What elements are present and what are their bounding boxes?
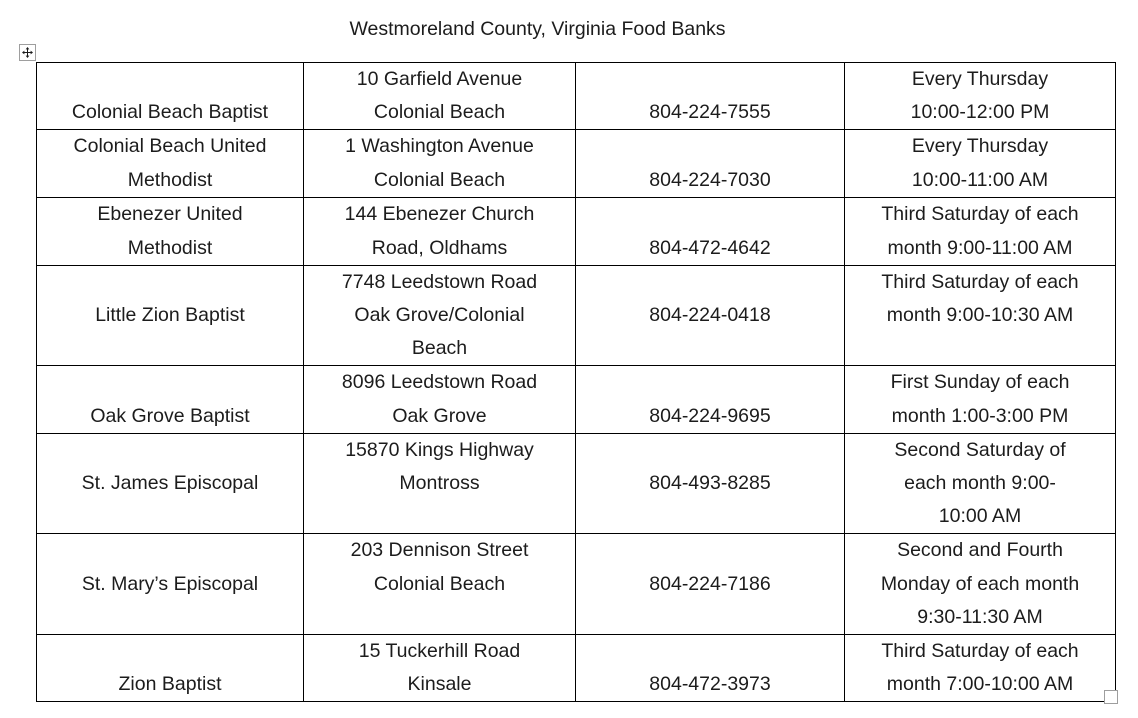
cell-line: Oak Grove Baptist [90, 404, 250, 427]
cell-line: 144 Ebenezer Church [344, 203, 535, 226]
cell-line: 9:30-11:30 AM [917, 605, 1043, 628]
cell-line: Ebenezer United [97, 203, 243, 226]
cell-line [576, 635, 844, 668]
cell-line [576, 266, 844, 299]
cell-line: 1 Washington Avenue [345, 135, 534, 158]
cell-line [576, 63, 844, 96]
table-row [37, 198, 1116, 265]
cell-line [576, 130, 844, 163]
cell-line [576, 534, 844, 567]
cell-line: Methodist [127, 168, 213, 191]
cell-line [576, 366, 844, 399]
cell-line: each month 9:00- [904, 471, 1056, 494]
cell-name[interactable] [37, 198, 304, 265]
table-row [37, 63, 1116, 130]
cell-line: Every Thursday [911, 135, 1049, 158]
cell-line: Third Saturday of each [881, 203, 1079, 226]
cell-schedule[interactable] [845, 198, 1116, 265]
cell-schedule[interactable] [845, 534, 1116, 635]
cell-line [576, 198, 844, 231]
cell-line: Colonial Beach [373, 101, 506, 124]
cell-line: Road, Oldhams [371, 236, 508, 259]
cell-line: St. Mary’s Episcopal [81, 572, 259, 595]
cell-line: 15870 Kings Highway [345, 438, 534, 461]
cell-phone[interactable] [576, 130, 845, 198]
cell-phone[interactable] [576, 63, 845, 130]
cell-schedule[interactable] [845, 265, 1116, 366]
cell-line: 804-224-9695 [649, 404, 771, 427]
cell-schedule[interactable] [845, 63, 1116, 130]
cell-line: Third Saturday of each [881, 639, 1079, 662]
cell-line: First Sunday of each [890, 371, 1070, 394]
cell-line: Second and Fourth [897, 539, 1063, 562]
table-move-handle[interactable] [19, 44, 36, 61]
table-row [37, 534, 1116, 635]
cell-line: month 1:00-3:00 PM [891, 404, 1069, 427]
cell-address[interactable] [304, 63, 576, 130]
cell-line: Little Zion Baptist [95, 304, 245, 327]
cell-line: St. James Episcopal [81, 471, 259, 494]
cell-line [37, 366, 303, 399]
cell-line: Beach [411, 337, 468, 360]
cell-address[interactable] [304, 634, 576, 701]
cell-line: Zion Baptist [118, 673, 222, 696]
cell-line: 15 Tuckerhill Road [358, 639, 521, 662]
cell-address[interactable] [304, 198, 576, 265]
cell-address[interactable] [304, 534, 576, 635]
cell-name[interactable] [37, 265, 304, 366]
table-resize-handle[interactable] [1104, 690, 1118, 704]
cell-address[interactable] [304, 366, 576, 433]
cell-line: month 7:00-10:00 AM [886, 673, 1074, 696]
table-row [37, 265, 1116, 366]
page-title[interactable]: Westmoreland County, Virginia Food Banks [349, 18, 726, 40]
move-arrows-icon [22, 47, 33, 58]
cell-phone[interactable] [576, 198, 845, 265]
cell-line: 804-224-7186 [649, 572, 771, 595]
cell-schedule[interactable] [845, 634, 1116, 701]
cell-line: month 9:00-10:30 AM [886, 304, 1074, 327]
cell-line [37, 434, 303, 467]
cell-line: Third Saturday of each [881, 270, 1079, 293]
cell-line [37, 635, 303, 668]
cell-line [37, 266, 303, 299]
cell-address[interactable] [304, 433, 576, 534]
cell-line: Methodist [127, 236, 213, 259]
cell-line [576, 434, 844, 467]
cell-phone[interactable] [576, 265, 845, 366]
cell-line: Colonial Beach Baptist [71, 101, 269, 124]
table-row [37, 433, 1116, 534]
cell-name[interactable] [37, 433, 304, 534]
cell-line: 10 Garfield Avenue [356, 68, 523, 91]
cell-line: 8096 Leedstown Road [341, 371, 538, 394]
cell-name[interactable] [37, 534, 304, 635]
cell-line: Colonial Beach [373, 572, 506, 595]
cell-address[interactable] [304, 265, 576, 366]
cell-line: Kinsale [407, 673, 472, 696]
cell-line: 7748 Leedstown Road [341, 270, 538, 293]
cell-line: Monday of each month [880, 572, 1080, 595]
cell-line [37, 534, 303, 567]
cell-schedule[interactable] [845, 433, 1116, 534]
cell-line: Second Saturday of [894, 438, 1066, 461]
cell-line: 804-472-4642 [649, 236, 771, 259]
cell-name[interactable] [37, 130, 304, 198]
cell-line: 804-224-7555 [649, 101, 771, 124]
cell-line: Montross [399, 471, 480, 494]
cell-line [37, 63, 303, 96]
cell-schedule[interactable] [845, 130, 1116, 198]
cell-line: Every Thursday [911, 68, 1049, 91]
cell-line: 10:00 AM [938, 505, 1022, 528]
table-row [37, 130, 1116, 198]
cell-line: 804-224-0418 [649, 304, 771, 327]
cell-line: Colonial Beach United [73, 135, 267, 158]
cell-phone[interactable] [576, 366, 845, 433]
cell-name[interactable] [37, 63, 304, 130]
cell-phone[interactable] [576, 534, 845, 635]
cell-schedule[interactable] [845, 366, 1116, 433]
table-row [37, 366, 1116, 433]
cell-line: 804-493-8285 [649, 471, 771, 494]
cell-line: Oak Grove/Colonial [354, 304, 525, 327]
cell-phone[interactable] [576, 634, 845, 701]
cell-line: 10:00-12:00 PM [910, 101, 1050, 124]
table-row [37, 634, 1116, 701]
cell-line: 804-224-7030 [649, 168, 771, 191]
cell-line: 203 Dennison Street [350, 539, 529, 562]
cell-name[interactable] [37, 634, 304, 701]
cell-line: Oak Grove [392, 404, 487, 427]
food-bank-table [36, 62, 1116, 702]
cell-line: month 9:00-11:00 AM [887, 236, 1073, 259]
cell-address[interactable] [304, 130, 576, 198]
cell-phone[interactable] [576, 433, 845, 534]
food-bank-table-body [37, 63, 1116, 702]
cell-name[interactable] [37, 366, 304, 433]
cell-line: Colonial Beach [373, 168, 506, 191]
cell-line: 10:00-11:00 AM [911, 168, 1049, 191]
cell-line: 804-472-3973 [649, 673, 771, 696]
